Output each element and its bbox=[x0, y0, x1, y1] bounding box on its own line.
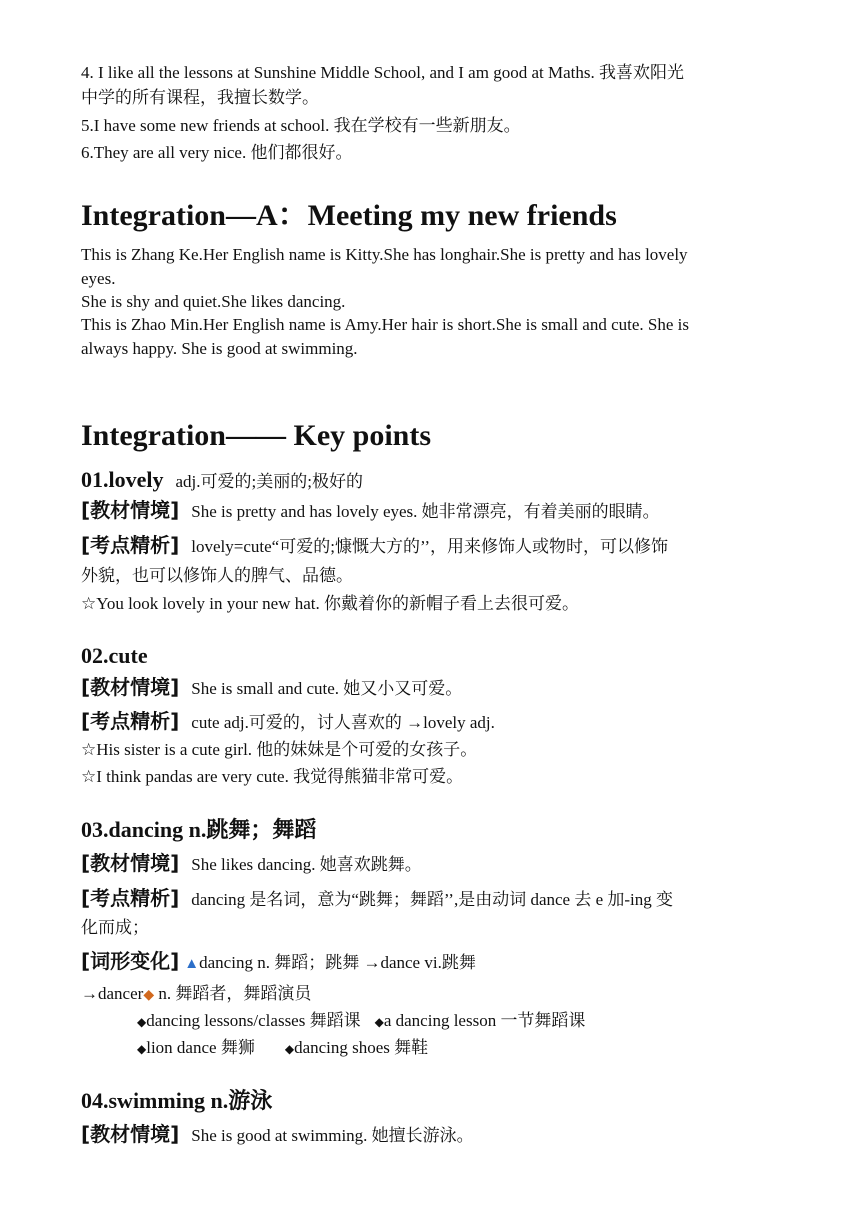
point-4-word: 04.swimming n.游泳 bbox=[81, 1088, 273, 1113]
sentence-5: 5.I have some new friends at school. 我在学校有一些新朋友。 bbox=[81, 116, 521, 135]
point-4-context bbox=[81, 1123, 474, 1147]
paragraph-1-line-2: eyes. bbox=[81, 269, 116, 288]
paragraph-2: She is shy and quiet.She likes dancing. bbox=[81, 292, 346, 311]
point-3-word: 03.dancing n.跳舞；舞蹈 bbox=[81, 817, 317, 842]
point-1-context bbox=[81, 499, 660, 523]
forms-label: [词形变化] bbox=[81, 949, 180, 973]
phrase-2: a dancing lesson 一节舞蹈课 bbox=[383, 1011, 586, 1030]
paragraph-3-line-1: This is Zhao Min.Her English name is Amy.Her hair is short.She is small and cute. She is bbox=[81, 315, 689, 334]
sentence-4-line-1: 4. I like all the lessons at Sunshine Middle School, and I am good at Maths. 我喜欢阳光 bbox=[81, 63, 684, 82]
point-2-context bbox=[81, 676, 462, 700]
point-1-pos: adj.可爱的;美丽的;极好的 bbox=[175, 472, 363, 491]
phrase-3: lion dance 舞狮 bbox=[146, 1038, 255, 1057]
point-3-analysis bbox=[81, 887, 673, 911]
diamond-icon: ◆ bbox=[143, 988, 155, 1003]
context-label: [教材情境] bbox=[81, 498, 180, 522]
bullet-diamond-icon: ◆ bbox=[137, 1015, 147, 1029]
point-3-analysis-line-2: 化而成； bbox=[81, 918, 149, 937]
section-b-heading: Integration—— Key points bbox=[81, 419, 432, 452]
point-4-context-text: She is good at swimming. 她擅长游泳。 bbox=[191, 1126, 474, 1145]
point-1-analysis-line-2: 外貌，也可以修饰人的脾气、品德。 bbox=[81, 566, 353, 585]
point-3-forms-line-2 bbox=[81, 982, 311, 1007]
phrase-4: dancing shoes 舞鞋 bbox=[294, 1038, 429, 1057]
point-3-dancer-meaning: n. 舞蹈者，舞蹈演员 bbox=[154, 984, 312, 1003]
point-2-example-1: ☆His sister is a cute girl. 他的妹妹是个可爱的女孩子。 bbox=[81, 740, 478, 759]
paragraph-1-line-1: This is Zhang Ke.Her English name is Kitty.She has longhair.She is pretty and has lovely bbox=[81, 245, 688, 264]
bullet-diamond-icon: ◆ bbox=[137, 1042, 147, 1056]
point-3-context-text: She likes dancing. 她喜欢跳舞。 bbox=[191, 855, 422, 874]
section-a-heading: Integration—A：Meeting my new friends bbox=[81, 199, 617, 232]
point-2-word: 02.cute bbox=[81, 643, 148, 668]
point-2-example-2: ☆I think pandas are very cute. 我觉得熊猫非常可爱。 bbox=[81, 767, 464, 786]
sentence-6: 6.They are all very nice. 他们都很好。 bbox=[81, 143, 353, 162]
point-1-example: ☆You look lovely in your new hat. 你戴着你的新帽子看上去很可爱。 bbox=[81, 594, 580, 613]
context-label: [教材情境] bbox=[81, 1122, 180, 1146]
point-3-forms bbox=[81, 950, 476, 976]
context-label: [教材情境] bbox=[81, 675, 180, 699]
point-3-phrases-line-2 bbox=[137, 1036, 428, 1061]
context-label: [教材情境] bbox=[81, 851, 180, 875]
point-3-phrases-line-1 bbox=[137, 1009, 585, 1034]
analysis-label: [考点精析] bbox=[81, 533, 180, 557]
phrase-1: dancing lessons/classes 舞蹈课 bbox=[146, 1011, 361, 1030]
analysis-label: [考点精析] bbox=[81, 886, 180, 910]
point-1-context-text: She is pretty and has lovely eyes. 她非常漂亮，有着美丽的眼睛。 bbox=[191, 502, 660, 521]
paragraph-3-line-2: always happy. She is good at swimming. bbox=[81, 339, 358, 358]
point-1-title bbox=[81, 466, 363, 494]
bullet-diamond-icon: ◆ bbox=[374, 1015, 384, 1029]
point-2-analysis bbox=[81, 710, 495, 734]
triangle-icon: ▲ bbox=[184, 956, 200, 972]
point-3-context bbox=[81, 852, 422, 876]
point-3-forms-text: dancing n. 舞蹈；跳舞 →dance vi.跳舞 bbox=[199, 953, 476, 972]
analysis-label: [考点精析] bbox=[81, 709, 180, 733]
point-3-dancer: →dancer bbox=[81, 984, 144, 1003]
point-1-word: 01.lovely bbox=[81, 467, 164, 492]
point-1-analysis bbox=[81, 534, 668, 558]
point-2-context-text: She is small and cute. 她又小又可爱。 bbox=[191, 679, 463, 698]
point-1-analysis-text: lovely=cute“可爱的;慷慨大方的’’，用来修饰人或物时，可以修饰 bbox=[191, 537, 669, 556]
point-2-analysis-text: cute adj.可爱的，讨人喜欢的 →lovely adj. bbox=[191, 713, 495, 732]
point-3-analysis-text: dancing 是名词，意为“跳舞；舞蹈’’,是由动词 dance 去 e 加-ing 变 bbox=[191, 890, 674, 909]
sentence-4-line-2: 中学的所有课程，我擅长数学。 bbox=[81, 88, 319, 107]
bullet-diamond-icon: ◆ bbox=[284, 1042, 295, 1056]
